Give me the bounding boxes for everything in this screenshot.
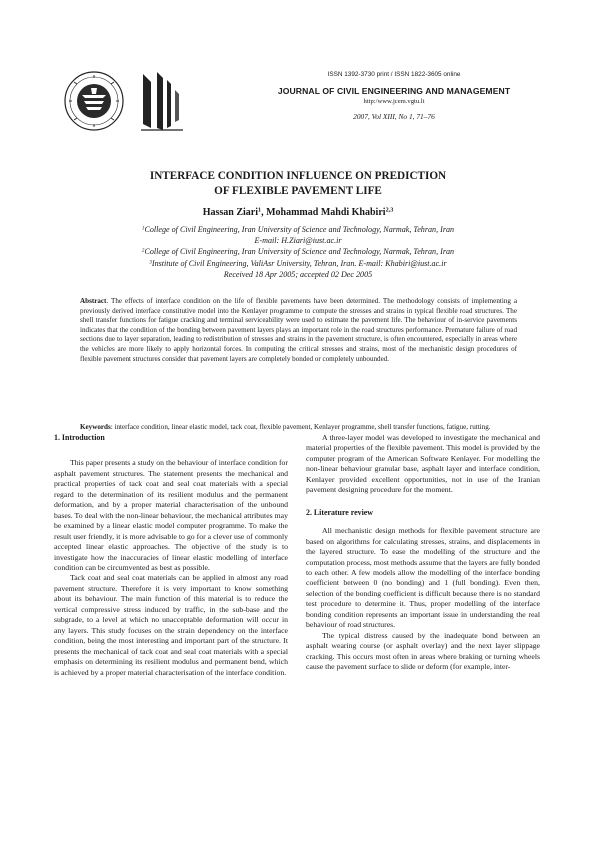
article-title [60, 169, 536, 198]
affiliation-text: College of Civil Engineering, Iran University of Science and Technology, Narmak, Tehran, Iran [144, 225, 455, 234]
academia-logo [137, 68, 187, 134]
paragraph: All mechanistic design methods for flexible pavement structure are based on algorithms for calculating stresses, strains, and displacements in the layered structure. To ease the modelling of the structure and the computation process, most methods assume that the layers are fully bonded to each other. A few models allow the modelling of the interface bonding coefficient between 0 (no bonding) and 1 (full bonding). Even then, selection of the bonding coefficient is difficult because there is no standard test procedure to determine it. Thus, proper modelling of the interface bonding condition represents an important issue in understanding the real behaviour of road structures. [306, 526, 540, 630]
author-separator: , [261, 207, 267, 218]
left-column [54, 433, 288, 678]
paragraph: This paper presents a study on the behaviour of interface condition for asphalt pavement structures. The statement presents the mechanical and practical properties of tack coat and seal coat materials with a special regard to the determination of its resilient modulus and the permanent deformation, and by a proper material characterisation of the unbound bases. To deal with the non-linear behaviour, the mechanical attributes may be examined by a linear elastic model computer programme. To make the result user friendly, it is more advisable to go for a clever use of commonly accepted linear elastic approaches. The objective of the study is to investigate how the inaccuracies of linear elastic modelling of interface condition can be circumvented as best as possible. [54, 458, 289, 572]
section-heading-introduction: 1. Introduction [54, 433, 105, 442]
journal-name: JOURNAL OF CIVIL ENGINEERING AND MANAGEMENT [277, 86, 511, 96]
title-line-2: OF FLEXIBLE PAVEMENT LIFE [214, 184, 382, 197]
journal-volume-line: 2007, Vol XIII, No 1, 71–76 [353, 112, 435, 121]
keywords-text: : interface condition, linear elastic model, tack coat, flexible pavement, Kenlayer programme, shell transfer functions, fatigue, rutting. [110, 423, 491, 431]
vgtu-university-seal-logo [62, 70, 126, 132]
affiliation-text: Institute of Civil Engineering, ValiAsr University, Tehran, Iran. E-mail: Khabiri@iust.ac.ir [151, 258, 447, 268]
affiliation-number: 3 [149, 259, 152, 265]
title-line-1: INTERFACE CONDITION INFLUENCE ON PREDICTION [149, 170, 447, 182]
author-name: Hassan Ziari [202, 207, 258, 218]
keywords-label: Keywords [80, 423, 111, 431]
affiliation-number: 1 [141, 226, 145, 232]
paragraph: The typical distress caused by the inadequate bond between an asphalt wearing course (or asphalt overlay) and the next layer slippage cracking. This occurs most often in areas where braking or turning wheels cause the pavement surface to slide or deform (for example, inter- [306, 630, 540, 672]
received-dates: Received 18 Apr 2005; accepted 02 Dec 2005 [223, 269, 373, 279]
author-line [60, 207, 536, 218]
keywords [80, 423, 517, 433]
author-name: Mohammad Mahdi Khabiri [266, 207, 386, 218]
affiliation-3 [60, 258, 536, 269]
paragraph: A three-layer model was developed to investigate the mechanical and material properties of the flexible pavement. This model is provided by the computer program of the American Software Kenlayer. For modelling the non-linear behaviour granular base, asphalt layer and interface condition, Kenlayer provided excellent opportunities, not in use of the Iranian pavement designing procedure for the moment. [306, 433, 540, 495]
affiliation-text: College of Civil Engineering, Iran University of Science and Technology, Narmak, Tehran, Iran [144, 247, 455, 257]
issn-line: ISSN 1392-3730 print / ISSN 1822-3605 online [327, 71, 461, 78]
affiliation-1 [60, 224, 536, 235]
affiliation-1-email: E-mail: H.Ziari@iust.ac.ir [254, 236, 342, 246]
section-heading-literature-review: 2. Literature review [306, 507, 373, 517]
affiliations [60, 224, 536, 280]
right-column [306, 433, 540, 673]
abstract-label: Abstract [80, 297, 107, 305]
author-affiliation-mark: 2,3 [385, 206, 394, 214]
paragraph: Tack coat and seal coat materials can be applied in almost any road pavement structure. Therefore it is very important to know something about its behaviour. The main function of this material is to reduce the vertical compressive stress induced by traffic, in the sub-base and the subgrade, to a level at which no unacceptable deformation will occur in any layers. This study focuses on the strain dependency on the interface condition, being the most interesting and important part of the structure. It presents the mechanical of tack coat and seal coat materials with a special emphasis on determining its resilient modulus and permanent bend, which is achieved by a proper material characterisation of the interface condition. [54, 573, 288, 677]
affiliation-2 [60, 246, 536, 257]
author-affiliation-mark: 1 [258, 206, 262, 214]
abstract-text: . The effects of interface condition on the life of flexible pavements have been determined. The methodology consists of implementing a previously derived interface constitutive model into the Kenlayer programme to compute the stresses and strains in typical flexible road structures. The shell transfer functions for fatigue cracking and terminal serviceability were used to estimate the pavement life. The behaviour of in-service pavements indicates that the condition of the bonding between pavement layers plays an important role in the road structures performance. Premature failure of road sections due to layer separation, leading to redistribution of stresses and strains in the pavement structure, is often encountered, especially in areas where the vehicles are more likely to apply horizontal forces. In computing the critical stresses and strains, most of the mechanistic design procedures of flexible pavement structures consider that pavement layers are completely bonded or completely unbounded. [80, 297, 517, 363]
affiliation-number: 2 [141, 248, 145, 254]
journal-url[interactable]: http:/www.jcem.vgtu.lt [363, 98, 425, 105]
abstract [80, 297, 517, 364]
